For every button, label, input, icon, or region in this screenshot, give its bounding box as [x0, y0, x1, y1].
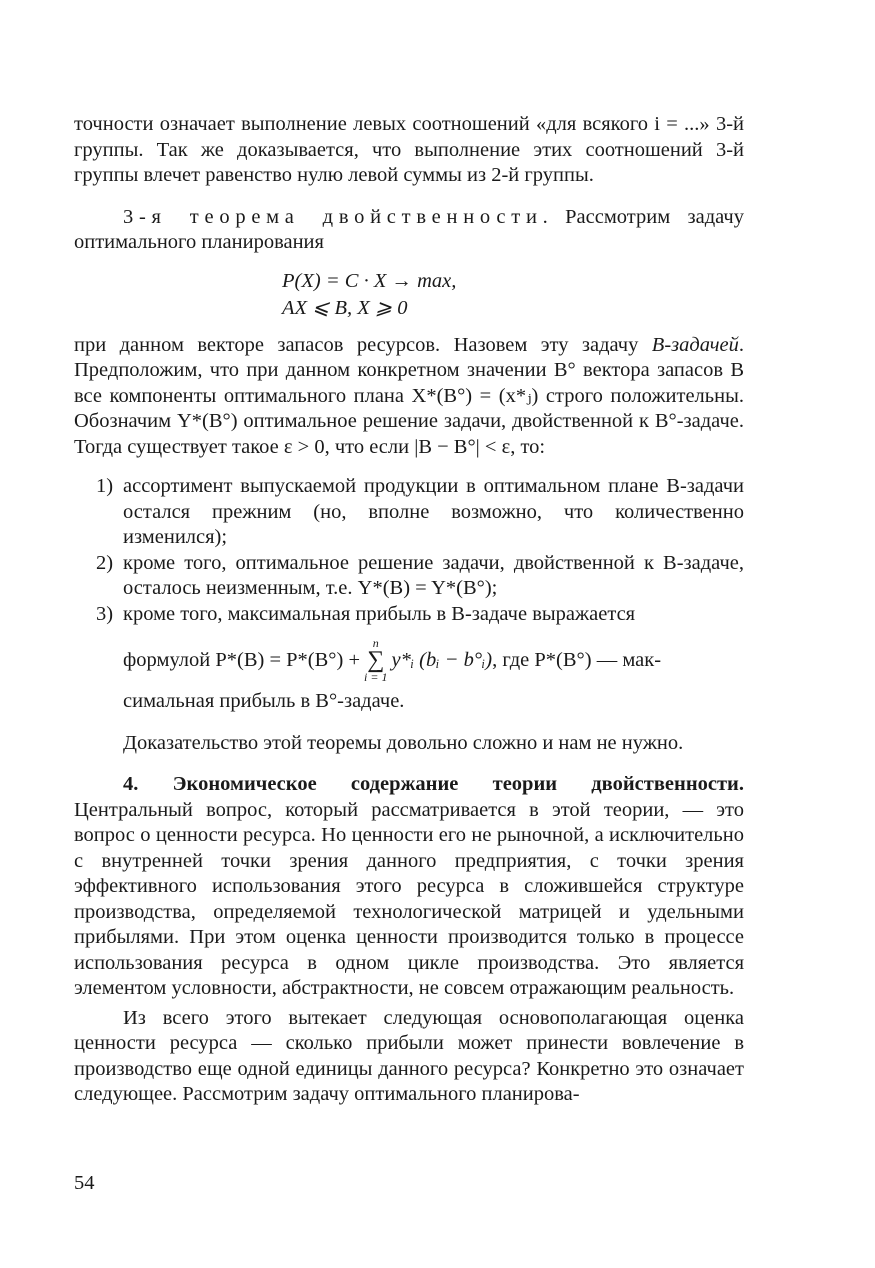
paragraph-intro: точности означает выполнение левых соотношений «для всякого i = ...» 3-й группы. Так же доказывается, что выполнение этих соотношений 3-й группы влечет равенство нулю левой суммы из 2-й группы.: [74, 113, 744, 186]
list-item-text: ассортимент выпускаемой продукции в оптимальном плане B-задачи остался прежним (но, вполне возможно, что количественно изменился);: [123, 475, 744, 548]
proof-note: Доказательство этой теоремы довольно сложно и нам не нужно.: [123, 731, 684, 754]
b-problem-term: B-задачей: [651, 333, 739, 356]
page-number: 54: [74, 1172, 95, 1194]
sum-lower-limit: i = 1: [364, 670, 388, 684]
list-item-continuation: симальная прибыль в B°-задаче.: [123, 690, 405, 712]
theorem-heading: 3-я теорема двойственности: [123, 205, 543, 228]
optimization-formula: [282, 268, 744, 322]
summation: [364, 637, 387, 683]
list-item: [74, 551, 744, 602]
profit-formula: [123, 637, 744, 683]
paragraph-theorem: [74, 205, 744, 256]
list-item-number: 3): [96, 602, 114, 625]
formula-tail: , где P*(B°) — мак-: [492, 648, 662, 671]
section-4: [74, 772, 744, 1002]
section-heading: 4. Экономическое содержание теории двойственности.: [123, 773, 744, 795]
definitions-text-b: . Предположим, что при данном конкретном значении B° вектора запасов B все компоненты оптимального плана X*(B°) = (x*ⱼ) строго положительны. Обозначим Y*(B°) оптимальное решение задачи, двойственной к B°-задаче. Тогда существует такое ε > 0, что если |B − B°| < ε, то:: [74, 333, 744, 458]
theorem-intro: . Рассмотрим задачу оптимального планирования: [74, 205, 744, 253]
page-body: [74, 112, 744, 1108]
theorem-conditions-list: [74, 474, 744, 715]
list-item-number: 2): [96, 551, 114, 574]
paragraph-definitions: [74, 333, 744, 461]
sum-sign: ∑: [367, 647, 385, 673]
list-item-number: 1): [96, 475, 114, 497]
formula-lead: формулой P*(B) = P*(B°) +: [123, 648, 361, 671]
final-paragraph: Из всего этого вытекает следующая основополагающая оценка ценности ресурса — сколько прибыли может принести вовлечение в производство еще одной единицы данного ресурса? Конкретно это означает следующее. Рассмотрим задачу оптимального планирова-: [74, 1006, 744, 1105]
sum-upper-limit: n: [372, 636, 379, 650]
formula-objective: P(X) = C · X → max,: [282, 269, 457, 292]
formula-term: y*ᵢ (bᵢ − b°ᵢ): [391, 648, 493, 671]
list-item: [74, 602, 744, 715]
list-item: [74, 474, 744, 551]
definitions-text-a: при данном векторе запасов ресурсов. Назовем эту задачу: [74, 333, 652, 356]
list-item-text: кроме того, максимальная прибыль в B-задаче выражается: [123, 602, 636, 625]
list-item-text: кроме того, оптимальное решение задачи, двойственной к B-задаче, осталось неизменным, т.е. Y*(B) = Y*(B°);: [123, 551, 744, 599]
section-text: Центральный вопрос, который рассматривается в этой теории, — это вопрос о ценности ресурса. Но ценности его не рыночной, а исключительно с внутренней точки зрения данного предприятия, с точки зрения эффективного использования этого ресурса в сложившейся структуре производства, определяемой технологической матрицей и удельными прибылями. При этом оценка ценности производится только в процессе использования ресурса в одном цикле производства. Это является элементом условности, абстрактности, не совсем отражающим реальность.: [74, 798, 744, 999]
formula-constraints: AX ⩽ B, X ⩾ 0: [282, 296, 408, 319]
